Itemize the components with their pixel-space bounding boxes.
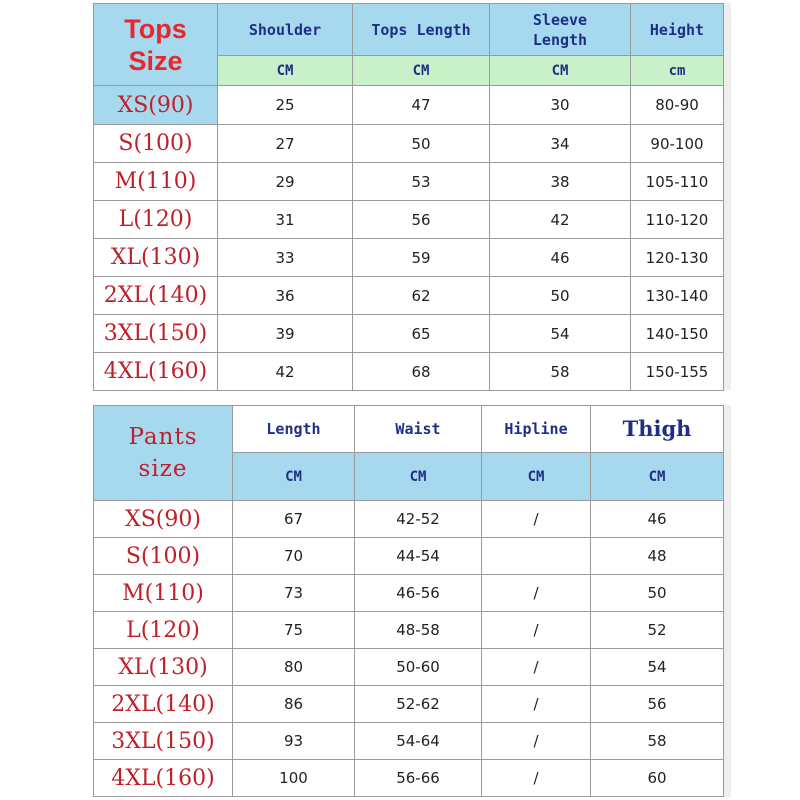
unit-cell: CM	[353, 56, 490, 86]
header-shoulder: Shoulder	[218, 4, 353, 56]
table-row	[94, 277, 724, 315]
size-label: XL(130)	[94, 239, 218, 277]
value-cell: 46	[591, 501, 724, 538]
table-row	[94, 315, 724, 353]
unit-cell: cm	[631, 56, 724, 86]
table-row	[94, 649, 724, 686]
value-cell: /	[482, 575, 591, 612]
value-cell: 59	[353, 239, 490, 277]
value-cell: 86	[233, 686, 355, 723]
table-row	[94, 125, 724, 163]
pants-title	[94, 421, 232, 485]
value-cell: 56	[353, 201, 490, 239]
size-label: 2XL(140)	[94, 277, 218, 315]
table-row	[94, 723, 724, 760]
value-cell: 27	[218, 125, 353, 163]
value-cell: 39	[218, 315, 353, 353]
header-height: Height	[631, 4, 724, 56]
value-cell: 105-110	[631, 163, 724, 201]
size-label: S(100)	[94, 538, 233, 575]
value-cell: 25	[218, 86, 353, 125]
scroll-edge	[723, 405, 731, 797]
header-waist: Waist	[355, 406, 482, 453]
tops-title-line2: Size	[128, 45, 183, 76]
value-cell: 54	[490, 315, 631, 353]
value-cell: 52	[591, 612, 724, 649]
pants-title-line1: Pants	[128, 424, 198, 450]
value-cell: 44-54	[355, 538, 482, 575]
table-row	[94, 86, 724, 125]
value-cell: 36	[218, 277, 353, 315]
value-cell: 42-52	[355, 501, 482, 538]
value-cell: 140-150	[631, 315, 724, 353]
value-cell: 62	[353, 277, 490, 315]
value-cell: /	[482, 686, 591, 723]
tops-title	[94, 13, 217, 77]
size-label: 4XL(160)	[94, 353, 218, 391]
value-cell: 38	[490, 163, 631, 201]
value-cell: /	[482, 612, 591, 649]
value-cell: 34	[490, 125, 631, 163]
value-cell: 50	[591, 575, 724, 612]
value-cell: 53	[353, 163, 490, 201]
value-cell: 70	[233, 538, 355, 575]
table-row	[94, 163, 724, 201]
value-cell: 58	[490, 353, 631, 391]
value-cell: 54	[591, 649, 724, 686]
table-row	[94, 575, 724, 612]
unit-cell: CM	[490, 56, 631, 86]
value-cell: /	[482, 649, 591, 686]
value-cell: 50	[353, 125, 490, 163]
size-label: L(120)	[94, 201, 218, 239]
value-cell: /	[482, 760, 591, 797]
header-sleeve-line2: Length	[532, 30, 588, 49]
unit-cell: CM	[218, 56, 353, 86]
header-sleeve-length	[490, 4, 631, 56]
value-cell: 56	[591, 686, 724, 723]
tops-title-line1: Tops	[124, 13, 187, 44]
value-cell: 46	[490, 239, 631, 277]
table-row	[94, 201, 724, 239]
table-row	[94, 239, 724, 277]
tops-title-cell	[94, 4, 218, 86]
table-row	[94, 686, 724, 723]
scroll-edge	[723, 3, 731, 390]
size-label: XS(90)	[94, 86, 218, 125]
value-cell: 60	[591, 760, 724, 797]
value-cell: 73	[233, 575, 355, 612]
tops-size-table	[93, 3, 724, 391]
value-cell: /	[482, 723, 591, 760]
value-cell: 54-64	[355, 723, 482, 760]
pants-size-table	[93, 405, 724, 797]
unit-cell: CM	[233, 453, 355, 501]
value-cell: 46-56	[355, 575, 482, 612]
size-label: 2XL(140)	[94, 686, 233, 723]
value-cell: 80	[233, 649, 355, 686]
value-cell: 93	[233, 723, 355, 760]
unit-cell: CM	[355, 453, 482, 501]
value-cell: 33	[218, 239, 353, 277]
header-tops-length: Tops Length	[353, 4, 490, 56]
size-label: M(110)	[94, 575, 233, 612]
table-row	[94, 760, 724, 797]
value-cell: /	[482, 501, 591, 538]
value-cell: 100	[233, 760, 355, 797]
value-cell: 47	[353, 86, 490, 125]
value-cell: 30	[490, 86, 631, 125]
value-cell	[482, 538, 591, 575]
value-cell: 130-140	[631, 277, 724, 315]
value-cell: 31	[218, 201, 353, 239]
pants-title-cell	[94, 406, 233, 501]
size-label: XL(130)	[94, 649, 233, 686]
size-label: 4XL(160)	[94, 760, 233, 797]
size-label: M(110)	[94, 163, 218, 201]
header-length: Length	[233, 406, 355, 453]
value-cell: 56-66	[355, 760, 482, 797]
value-cell: 58	[591, 723, 724, 760]
value-cell: 29	[218, 163, 353, 201]
header-thigh: Thigh	[591, 406, 724, 453]
value-cell: 150-155	[631, 353, 724, 391]
table-row	[94, 538, 724, 575]
value-cell: 50	[490, 277, 631, 315]
value-cell: 42	[218, 353, 353, 391]
value-cell: 42	[490, 201, 631, 239]
value-cell: 48	[591, 538, 724, 575]
header-hipline: Hipline	[482, 406, 591, 453]
table-row	[94, 353, 724, 391]
size-label: 3XL(150)	[94, 315, 218, 353]
size-label: 3XL(150)	[94, 723, 233, 760]
value-cell: 50-60	[355, 649, 482, 686]
value-cell: 65	[353, 315, 490, 353]
value-cell: 110-120	[631, 201, 724, 239]
unit-cell: CM	[482, 453, 591, 501]
unit-cell: CM	[591, 453, 724, 501]
table-row	[94, 501, 724, 538]
value-cell: 48-58	[355, 612, 482, 649]
value-cell: 120-130	[631, 239, 724, 277]
size-label: L(120)	[94, 612, 233, 649]
size-label: XS(90)	[94, 501, 233, 538]
header-sleeve-line1: Sleeve	[532, 10, 588, 29]
value-cell: 80-90	[631, 86, 724, 125]
pants-title-line2: size	[138, 456, 188, 482]
value-cell: 52-62	[355, 686, 482, 723]
value-cell: 90-100	[631, 125, 724, 163]
table-row	[94, 612, 724, 649]
value-cell: 67	[233, 501, 355, 538]
value-cell: 68	[353, 353, 490, 391]
size-label: S(100)	[94, 125, 218, 163]
value-cell: 75	[233, 612, 355, 649]
